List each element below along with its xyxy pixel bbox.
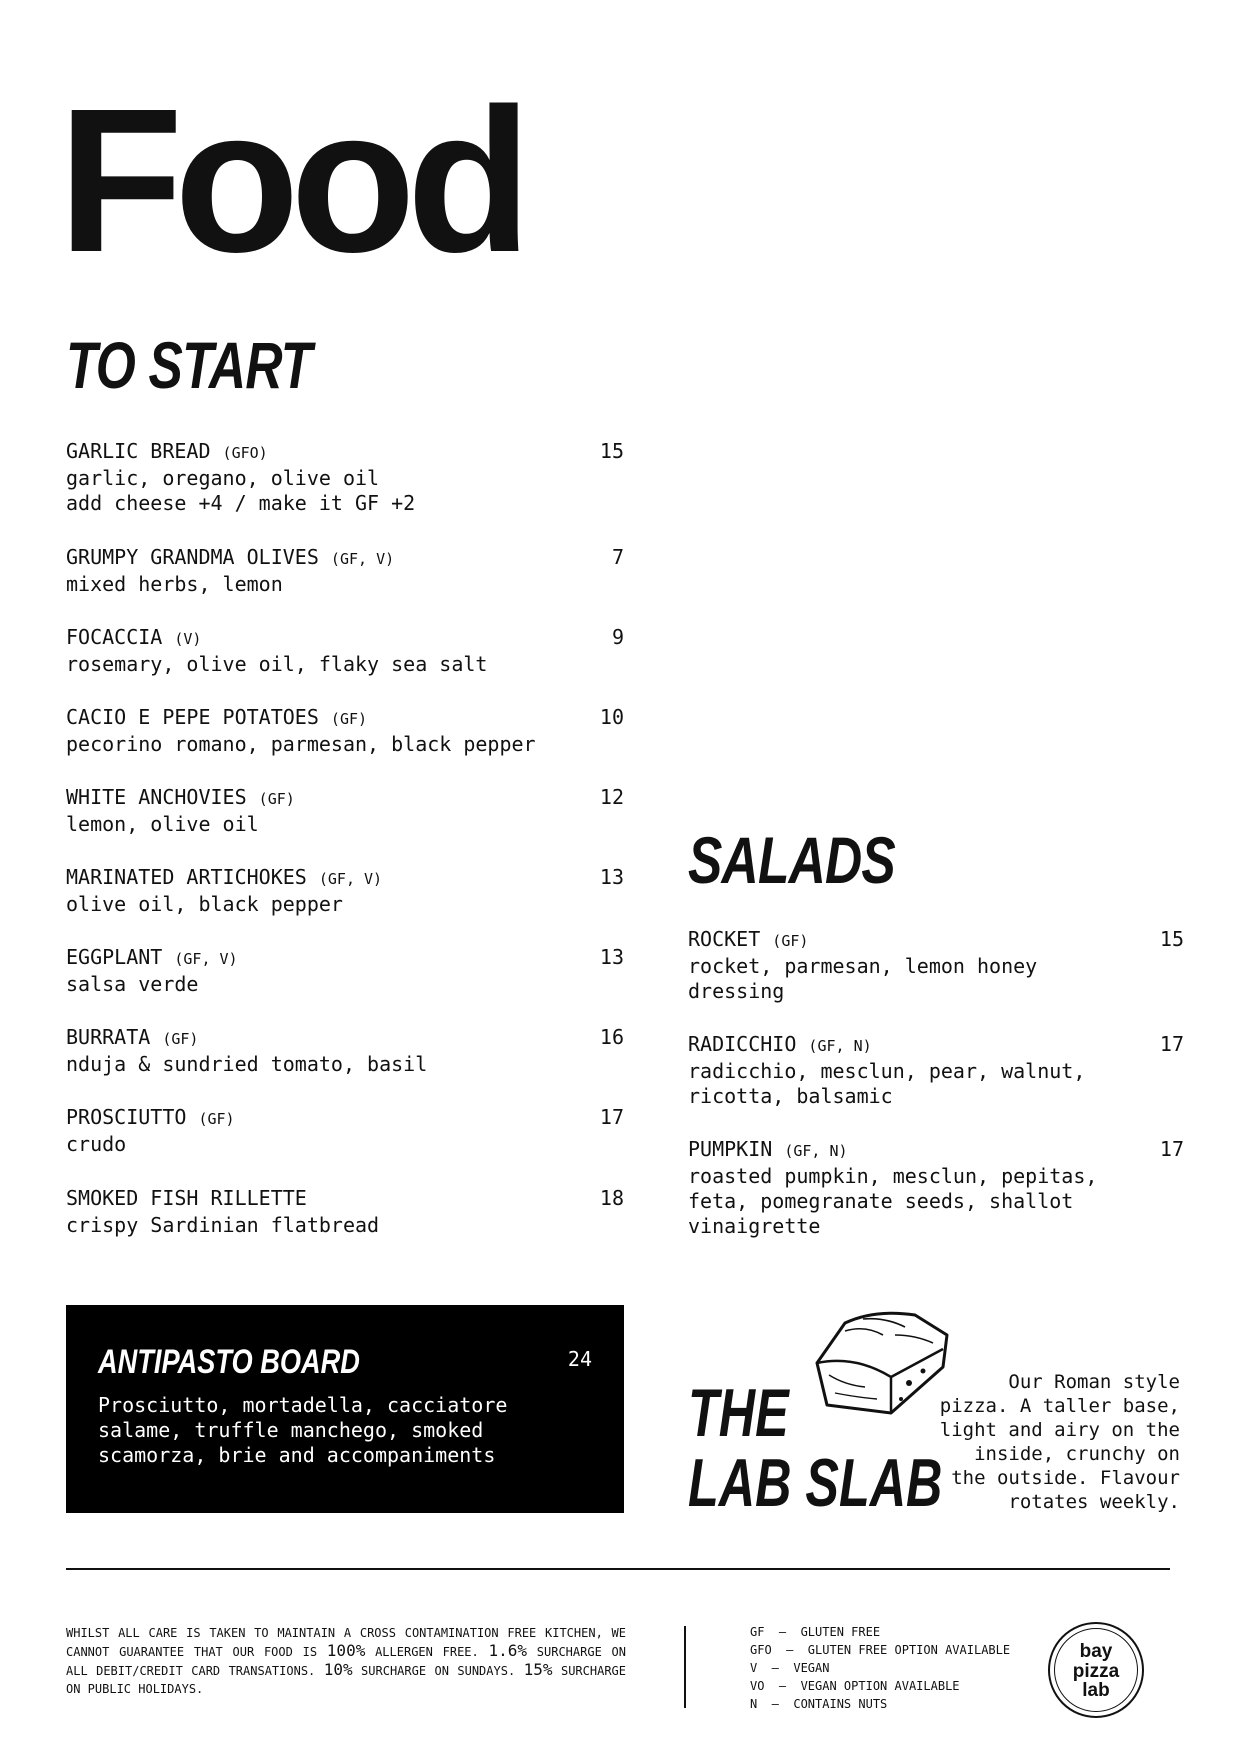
antipasto-price: 24: [567, 1347, 592, 1371]
item-description: roasted pumpkin, mesclun, pepitas, feta, pomegranate seeds, shallot vinaigrette: [688, 1164, 1098, 1238]
item-price: 16: [599, 1025, 624, 1049]
item-description: lemon, olive oil: [66, 812, 259, 836]
logo-wordmark: [1064, 1639, 1128, 1701]
item-name: ROCKET: [688, 927, 761, 951]
item-price: 17: [599, 1105, 624, 1129]
item-price: 17: [1159, 1032, 1184, 1056]
to-start-heading: TO START: [66, 328, 312, 402]
item-name: WHITE ANCHOVIES: [66, 785, 247, 809]
item-price: 17: [1159, 1137, 1184, 1161]
salads-menu-item: [688, 1032, 1184, 1109]
item-dietary-tags: (GF, N): [784, 1142, 848, 1160]
dietary-legend: [750, 1623, 1010, 1713]
item-dietary-tags: (GF): [258, 790, 295, 808]
item-dietary-tags: (GF, V): [330, 550, 395, 568]
disclaimer-text-2: ALLERGEN FREE.: [365, 1645, 489, 1659]
item-price: 12: [599, 785, 624, 809]
svg-text:lab: lab: [1082, 1680, 1110, 1701]
legend-item: VO — VEGAN OPTION AVAILABLE: [750, 1679, 960, 1693]
to_start-menu-item: [66, 545, 624, 597]
page-title: Food: [58, 66, 523, 295]
item-description: salsa verde: [66, 972, 199, 996]
to_start-menu-item: [66, 1105, 624, 1157]
antipasto-board-box: [66, 1305, 624, 1513]
item-description: mixed herbs, lemon: [66, 572, 283, 596]
item-name: RADICCHIO: [688, 1032, 797, 1056]
antipasto-title: ANTIPASTO BOARD: [98, 1343, 360, 1381]
item-name: EGGPLANT: [66, 945, 163, 969]
disclaimer-text-3: SURCHARGE ON ALL DEBIT/CREDIT CARD TRANSATIONS.: [66, 1645, 627, 1678]
item-dietary-tags: (GFO): [222, 444, 268, 462]
item-description: crudo: [66, 1132, 127, 1156]
svg-text:bay: bay: [1079, 1641, 1113, 1662]
svg-text:pizza: pizza: [1072, 1661, 1120, 1682]
disclaimer-text-5: SURCHARGE ON PUBLIC HOLIDAYS.: [66, 1664, 626, 1696]
item-name: GARLIC BREAD: [66, 439, 211, 463]
disclaimer-percent-4: 15%: [523, 1660, 553, 1679]
to_start-menu-item: [66, 1186, 624, 1238]
item-dietary-tags: (GF): [162, 1030, 199, 1048]
item-dietary-tags: (GF, N): [808, 1037, 872, 1055]
item-description: pecorino romano, parmesan, black pepper: [66, 732, 536, 756]
disclaimer-text-1: WHILST ALL CARE IS TAKEN TO MAINTAIN A CROSS CONTAMINATION FREE KITCHEN, WE CANNOT GUARANTEE THAT OUR FOOD IS: [66, 1626, 626, 1659]
antipasto-description: Prosciutto, mortadella, cacciatore salame, truffle manchego, smoked scamorza, brie and accompaniments: [98, 1393, 508, 1467]
salads-menu-item: [688, 927, 1184, 1004]
item-dietary-tags: (V): [174, 630, 202, 648]
disclaimer-text-4: SURCHARGE ON SUNDAYS.: [352, 1664, 524, 1678]
item-price: 7: [611, 545, 624, 569]
legend-item: GFO — GLUTEN FREE OPTION AVAILABLE: [750, 1643, 1011, 1657]
legend-item: N — CONTAINS NUTS: [750, 1697, 888, 1711]
item-description: radicchio, mesclun, pear, walnut, ricotta, balsamic: [688, 1059, 1086, 1108]
item-name: CACIO E PEPE POTATOES: [66, 705, 319, 729]
to_start-menu-item: [66, 945, 624, 997]
lab-slab-description: Our Roman style pizza. A taller base, light and airy on the inside, crunchy on the outside. Flavour rotates weekly.: [939, 1371, 1180, 1513]
to_start-menu-item: [66, 785, 624, 837]
item-dietary-tags: (GF): [198, 1110, 235, 1128]
item-dietary-tags: (GF, V): [318, 870, 383, 888]
to_start-menu-item: [66, 439, 624, 516]
item-dietary-tags: (GF): [772, 932, 809, 950]
item-price: 15: [599, 439, 624, 463]
item-dietary-tags: (GF): [330, 710, 368, 728]
item-price: 15: [1159, 927, 1184, 951]
item-name: PROSCIUTTO: [66, 1105, 187, 1129]
salads-heading: SALADS: [688, 823, 895, 897]
to_start-menu-item: [66, 1025, 624, 1077]
disclaimer-percent-1: 100%: [326, 1641, 366, 1660]
footer-divider: [66, 1568, 1170, 1570]
item-description: rosemary, olive oil, flaky sea salt: [66, 652, 488, 676]
item-description: olive oil, black pepper: [66, 892, 343, 916]
item-name: MARINATED ARTICHOKES: [66, 865, 307, 889]
to_start-menu-item: [66, 625, 624, 677]
item-price: 13: [599, 865, 624, 889]
item-description: garlic, oregano, olive oil add cheese +4 / make it GF +2: [66, 466, 416, 515]
allergen-disclaimer: [66, 1624, 626, 1698]
item-description: crispy Sardinian flatbread: [66, 1213, 380, 1237]
item-name: BURRATA: [66, 1025, 151, 1049]
item-description: nduja & sundried tomato, basil: [66, 1052, 428, 1076]
item-name: GRUMPY GRANDMA OLIVES: [66, 545, 319, 569]
legend-item: GF — GLUTEN FREE: [750, 1625, 881, 1639]
lab-slab-title: THE LAB SLAB: [688, 1375, 943, 1521]
footer-vertical-divider: [684, 1626, 686, 1708]
item-price: 18: [599, 1186, 624, 1210]
item-price: 13: [599, 945, 624, 969]
legend-item: V — VEGAN: [750, 1661, 830, 1675]
disclaimer-percent-2: 1.6%: [488, 1641, 528, 1660]
item-name: SMOKED FISH RILLETTE: [66, 1186, 307, 1210]
item-price: 10: [599, 705, 624, 729]
to_start-menu-item: [66, 865, 624, 917]
salads-menu-item: [688, 1137, 1184, 1239]
item-price: 9: [611, 625, 624, 649]
item-name: PUMPKIN: [688, 1137, 773, 1161]
bay-pizza-lab-logo: [1048, 1622, 1144, 1718]
item-name: FOCACCIA: [66, 625, 163, 649]
disclaimer-percent-3: 10%: [323, 1660, 353, 1679]
item-dietary-tags: (GF, V): [174, 950, 238, 968]
item-description: rocket, parmesan, lemon honey dressing: [688, 954, 1038, 1003]
to_start-menu-item: [66, 705, 624, 757]
